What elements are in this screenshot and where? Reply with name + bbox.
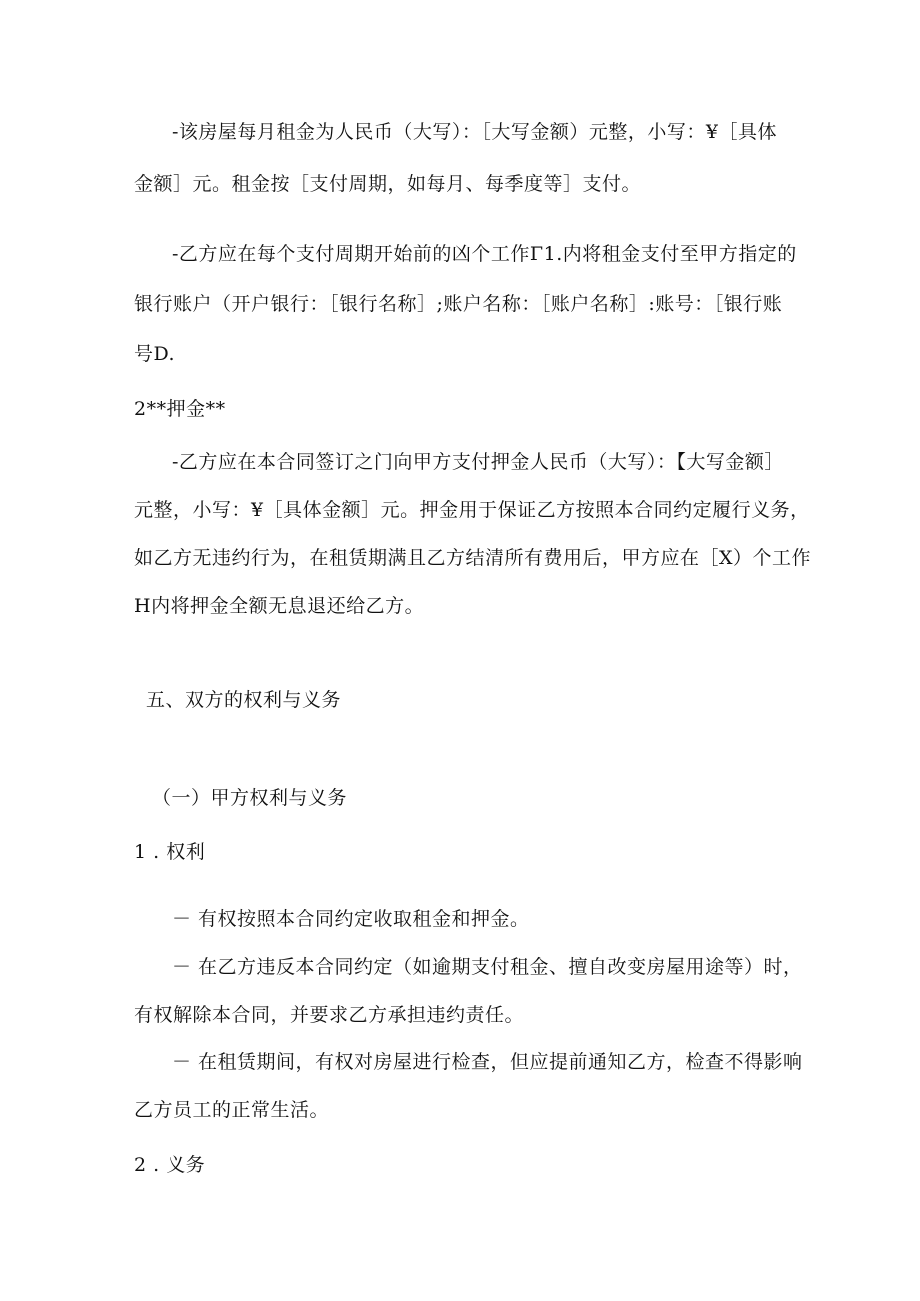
deposit-paragraph-line-2: 元整，小写：¥［具体金额］元。押金用于保证乙方按照本合同约定履行义务，	[134, 499, 810, 521]
right-item-3-line-1: － 在租赁期间，有权对房屋进行检查，但应提前通知乙方，检查不得影响	[172, 1051, 803, 1073]
deposit-heading: 2**押金**	[134, 398, 226, 420]
right-item-2-line-2: 有权解除本合同，并要求乙方承担违约责任。	[134, 1004, 525, 1026]
right-item-3-line-2: 乙方员工的正常生活。	[134, 1099, 330, 1121]
duties-heading: 2 . 义务	[134, 1154, 206, 1176]
right-item-1: － 有权按照本合同约定收取租金和押金。	[172, 908, 530, 930]
right-item-2-line-1: － 在乙方违反本合同约定（如逾期支付租金、擅自改变房屋用途等）时，	[172, 956, 803, 978]
rights-heading: 1 . 权利	[134, 841, 206, 863]
payment-paragraph-line-2: 银行账户（开户银行：［银行名称］;账户名称：［账户名称］:账号：［银行账	[134, 293, 783, 315]
section-five-title: 五、双方的权利与义务	[146, 689, 342, 711]
rent-paragraph-line-1: -该房屋每月租金为人民币（大写）：［大写金额）元整，小写：¥［具体	[172, 121, 778, 143]
deposit-paragraph-line-1: -乙方应在本合同签订之门向甲方支付押金人民币（大写）：【大写金额］	[172, 451, 784, 473]
payment-paragraph-line-1: -乙方应在每个支付周期开始前的凶个工作Γ1.内将租金支付至甲方指定的	[172, 243, 797, 265]
rent-paragraph-line-2: 金额］元。租金按［支付周期，如每月、每季度等］支付。	[134, 173, 642, 195]
deposit-paragraph-line-4: H内将押金全额无息退还给乙方。	[134, 595, 425, 617]
party-a-subsection-title: （一）甲方权利与义务	[152, 787, 348, 809]
payment-paragraph-line-3: 号D.	[134, 343, 176, 365]
deposit-paragraph-line-3: 如乙方无违约行为，在租赁期满且乙方结清所有费用后，甲方应在［X）个工作	[134, 547, 812, 569]
